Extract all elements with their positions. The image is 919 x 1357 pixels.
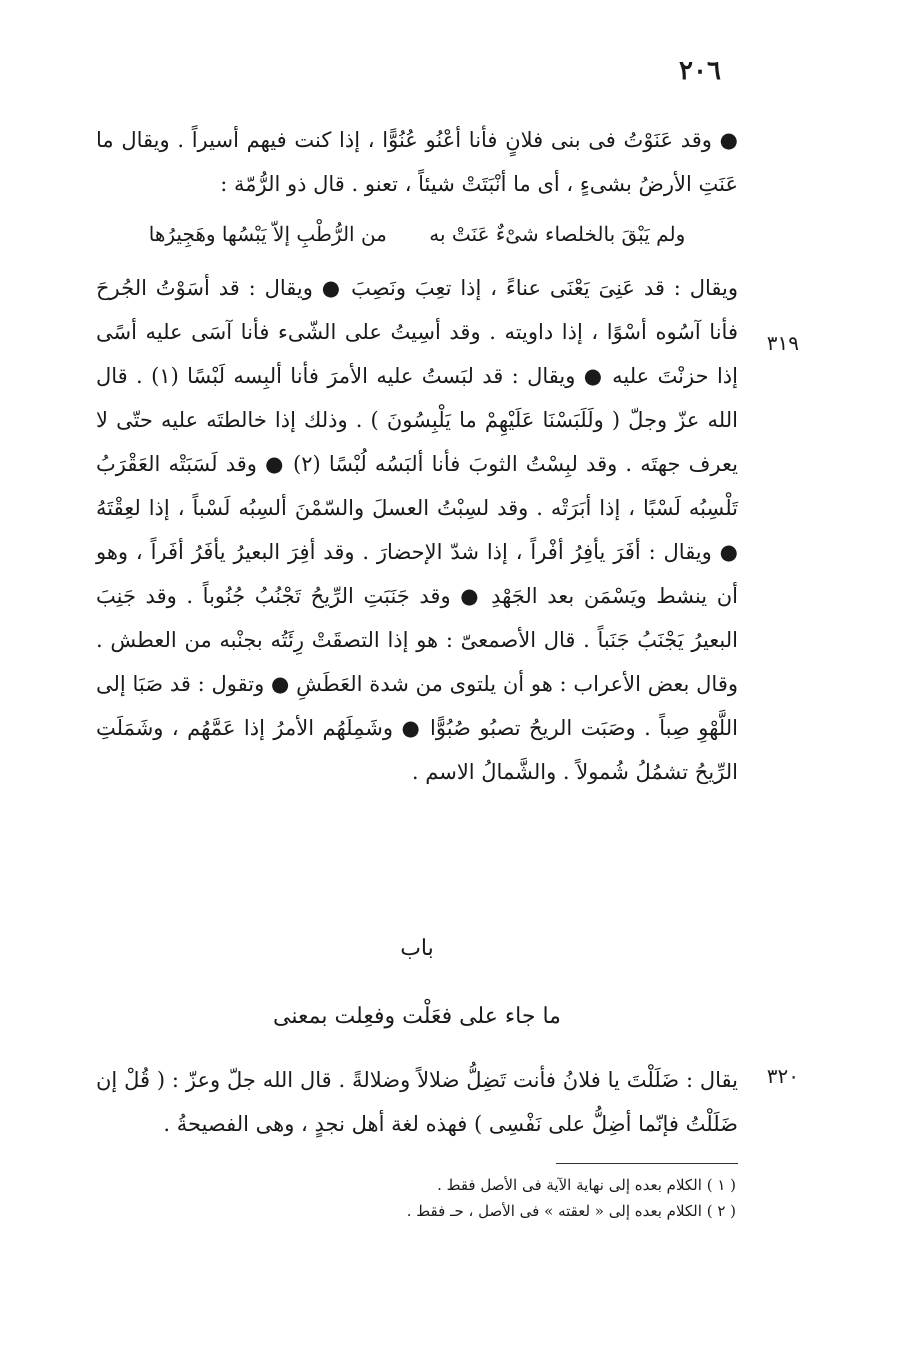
section-heading: باب <box>400 936 434 961</box>
footnote-1: ( ١ ) الكلام بعده إلى نهاية الآية فى الأصل فقط . <box>437 1176 736 1194</box>
margin-ref-320: ٣٢٠ <box>766 1064 799 1088</box>
footnote-divider <box>556 1163 738 1164</box>
verse-second-hemistich: من الرُّطْبِ إلاّ يَبْسُها وهَجِيرُها <box>148 222 387 246</box>
footnote-2: ( ٢ ) الكلام بعده إلى « لعقته » فى الأصل ، حـ فقط . <box>406 1202 736 1220</box>
page-number: ٢٠٦ <box>679 56 721 86</box>
verse-first-hemistich: ولم يَبْقَ بالخلصاء شىْءٌ عَنَتْ به <box>429 222 686 246</box>
paragraph-intro: ● وقد عَنَوْتُ فى بنى فلانٍ فأنا أعْنُو عُنُوًّا ، إذا كنت فيهم أسيراً . ويقال ما عَنَتِ الأرضُ بشىءٍ ، أى ما أنْبَتَتْ شيئاً ، تعنو . قال ذو الرُّمّة : <box>96 128 738 196</box>
margin-ref-319: ٣١٩ <box>766 331 799 355</box>
main-text <box>96 118 738 794</box>
section-subheading: ما جاء على فعَلْت وفعِلت بمعنى <box>273 1004 561 1029</box>
footnotes <box>96 1172 736 1224</box>
paragraph-main: ويقال : قد عَنِىَ يَعْنَى عناءً ، إذا تعِبَ ونَصِبَ ● ويقال : قد أسَوْتُ الجُرحَ فأنا آسُوه أسْوًا ، إذا داويته . وقد أسِيتُ على الشّىء فأنا آسَى عليه أسًى إذا حزنْتَ عليه ● ويقال : قد لبَستُ عليه الأمرَ فأنا ألبِسه لَبْسًا (١) . قال الله عزّ وجلّ ( ولَلَبَسْنَا عَلَيْهِمْ ما يَلْبِسُونَ ) . وذلك إذا خالطتَه عليه حتّى لا يعرف جهتَه . وقد لبِسْتُ الثوبَ فأنا ألبَسُه لُبْسًا (٢) ● وقد لَسَبَتْه العَقْرَبُ تَلْسِبُه لَسْبًا ، إذا أبَرَتْه . وقد لسِبْتُ العسلَ والسّمْنَ ألسِبُه لَسْباً ، إذا لعِقْتَهُ ● ويقال : أفَرَ يأفِرُ أفْراً ، إذا شدّ الإحضارَ . وقد أفِرَ البعيرُ يأفَرُ أفَراً ، وهو أن ينشط ويَسْمَن بعد الجَهْدِ ● وقد جَنَبَتِ الرِّيحُ تَجْنُبُ جُنُوباً . وقد جَنِبَ البعيرُ يَجْنَبُ جَنَباً . قال الأصمعىّ : هو إذا التصقَتْ رِئَتُه بجنْبه من العطش . وقال بعض الأعراب : هو أن يلتوى من شدة العَطَشِ ● وتقول : قد صَبَا إلى اللَّهْوِ صِباً . وصَبَت الريحُ تصبُو صُبُوًّا ● وشَمِلَهُم الأمرُ إذا عَمَّهُم ، وشَمَلَتِ الرِّيحُ تشمُلُ شُمولاً . والشَّمالُ الاسم . <box>96 276 738 784</box>
poetry-verse <box>96 212 738 256</box>
section-paragraph: يقال : ضَلَلْتَ يا فلانُ فأنت تَضِلُّ ضلالاً وضلالةً . قال الله جلّ وعزّ : ( قُلْ إن ضَلَلْتُ فإنّما أضِلُّ على نَفْسِى ) فهذه لغة أهل نجدٍ ، وهى الفصيحةُ . <box>96 1068 738 1136</box>
